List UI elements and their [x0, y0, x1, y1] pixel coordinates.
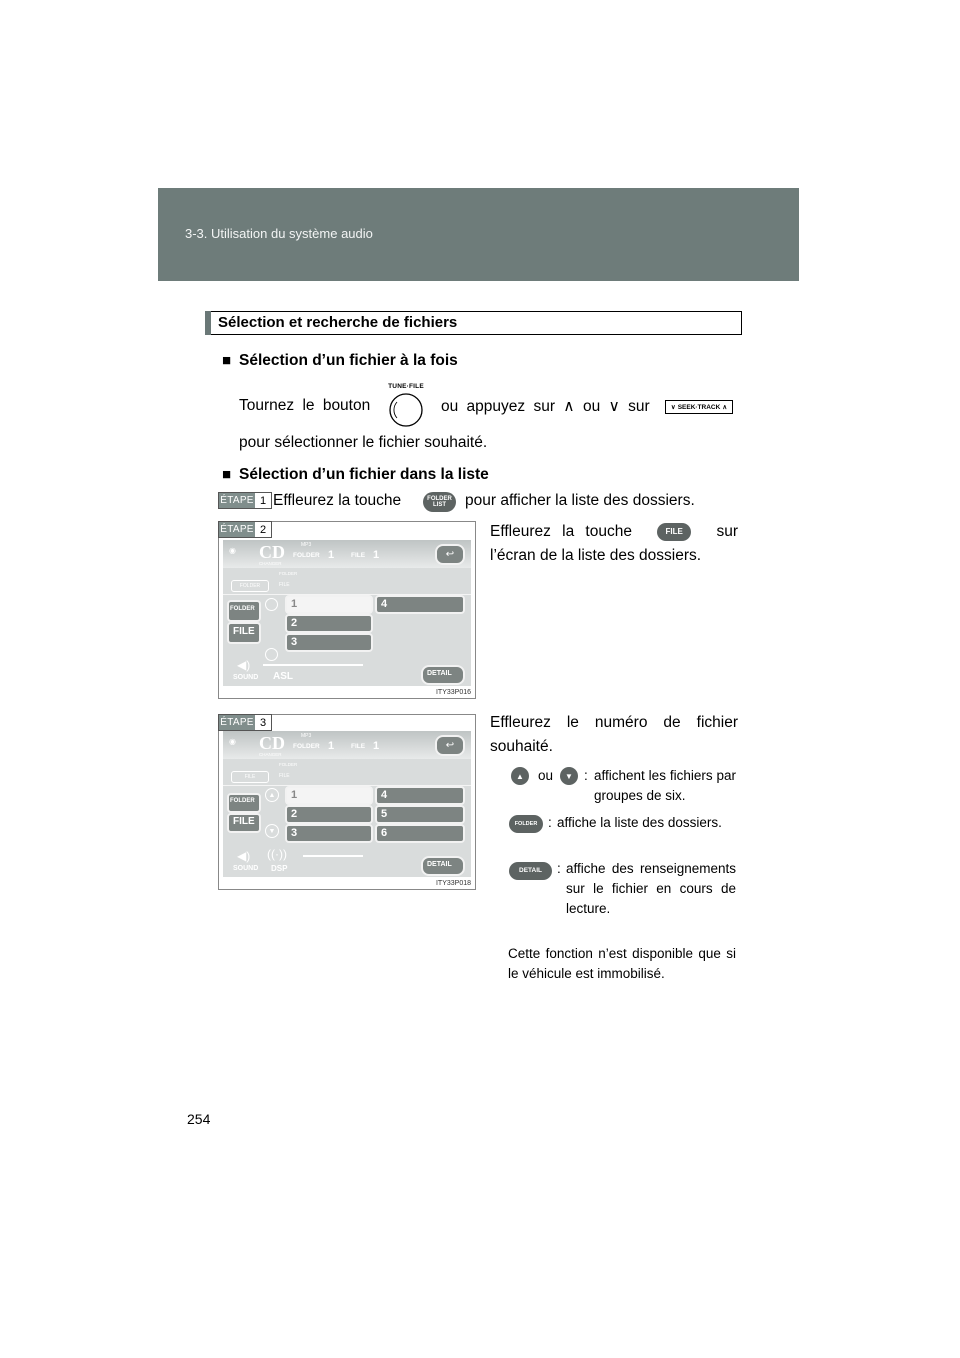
file-list-item-5: 5: [381, 808, 388, 820]
disc-icon: ◉: [229, 546, 236, 555]
availability-note: Cette fonction n’est disponible que si le véhicule est immobilisé.: [508, 946, 736, 981]
page-number: 254: [187, 1111, 211, 1127]
figure-caption: ITY33P018: [435, 880, 471, 887]
file-list-item-2: 2: [291, 617, 298, 629]
section-title: Sélection et recherche de fichiers: [218, 314, 458, 331]
instruction-text-a: Tournez le bouton: [239, 397, 371, 414]
screen-down-icon: ▼: [265, 824, 279, 838]
square-bullet-icon: ■: [222, 352, 232, 369]
instruction-text-line2: pour sélectionner le fichier souhaité.: [239, 434, 488, 451]
folder-list-button-icon: FOLDER LIST: [423, 492, 456, 512]
breadcrumb: 3-3. Utilisation du système audio: [185, 226, 373, 241]
file-list-item-4: 4: [381, 598, 388, 610]
audio-screen-folder-list: ◉ CD CHANGER MP3 FOLDER 1 FILE 1 ↩ FOLDER FOLDER FILE FOLDER FILE 1 2 3 4 ◀) SOUND ASL DETAIL: [223, 540, 471, 686]
knob-label: TUNE·FILE: [388, 383, 424, 390]
figure-caption: ITY33P016: [435, 689, 471, 696]
step-3-badge: ÉTAPE 3: [218, 714, 272, 731]
legend-updown-desc: affichent les fichiers par groupes de six.: [594, 768, 736, 803]
screen-up-icon: ▲: [265, 788, 279, 802]
speaker-icon: ◀): [237, 658, 251, 672]
section-title-accent: [205, 311, 211, 335]
step-2-figure: [218, 521, 476, 699]
step-1-text-a: Effleurez la touche: [273, 492, 402, 509]
screen-back-icon: ↩: [435, 544, 465, 565]
file-list-item-1: 1: [291, 598, 298, 610]
file-list-item-3: 3: [291, 827, 298, 839]
step-1-badge: ÉTAPE 1: [218, 492, 272, 509]
folder-button-icon: FOLDER: [509, 815, 543, 833]
file-list-item-1: 1: [291, 789, 298, 801]
step-2-text: Effleurez la touche FILE sur l’écran de la liste des dossiers.: [490, 523, 739, 564]
up-button-icon: ▲: [511, 767, 529, 785]
screen-cd-label: CD: [259, 542, 285, 562]
file-list-item-2: 2: [291, 808, 298, 820]
step-2-badge: ÉTAPE 2: [218, 521, 272, 538]
instruction-text-b: ou appuyez sur ∧ ou ∨ sur: [441, 398, 650, 415]
step-3-figure: [218, 714, 476, 890]
legend-detail-desc: affiche des renseignements sur le fichier en cours de lecture.: [566, 861, 736, 916]
disc-icon: ◉: [229, 737, 236, 746]
subheading-from-list: Sélection d’un fichier dans la liste: [239, 466, 489, 483]
legend-folder-desc: affiche la liste des dossiers.: [557, 815, 722, 830]
detail-button-icon: DETAIL: [509, 862, 552, 880]
file-list-item-6: 6: [381, 827, 388, 839]
down-button-icon: ▼: [560, 767, 578, 785]
subheading-one-at-a-time: Sélection d’un fichier à la fois: [239, 352, 458, 369]
file-list-item-3: 3: [291, 636, 298, 648]
speaker-icon: ◀): [237, 849, 251, 863]
seek-track-label: SEEK·TRACK: [677, 403, 721, 411]
square-bullet-icon: ■: [222, 466, 232, 483]
dsp-icon: ((·)): [267, 847, 287, 861]
screen-back-icon: ↩: [435, 735, 465, 756]
file-button-icon: FILE: [657, 523, 691, 541]
audio-screen-file-list: ◉ CD CHANGER MP3 FOLDER 1 FILE 1 ↩ FOLDER FILE FILE ▲ ▼ FOLDER FILE 1 2 3 4 5 6 ◀) ((·)) SOUND DSP DETAIL: [223, 731, 471, 877]
step-3-text: Effleurez le numéro de fichier souhaité.: [490, 714, 738, 755]
file-list-item-4: 4: [381, 789, 388, 801]
step-1-text-b: pour afficher la liste des dossiers.: [465, 492, 695, 509]
seek-track-button-icon: ∨ SEEK·TRACK ∧: [665, 400, 733, 414]
tune-file-knob-icon: [378, 383, 434, 429]
